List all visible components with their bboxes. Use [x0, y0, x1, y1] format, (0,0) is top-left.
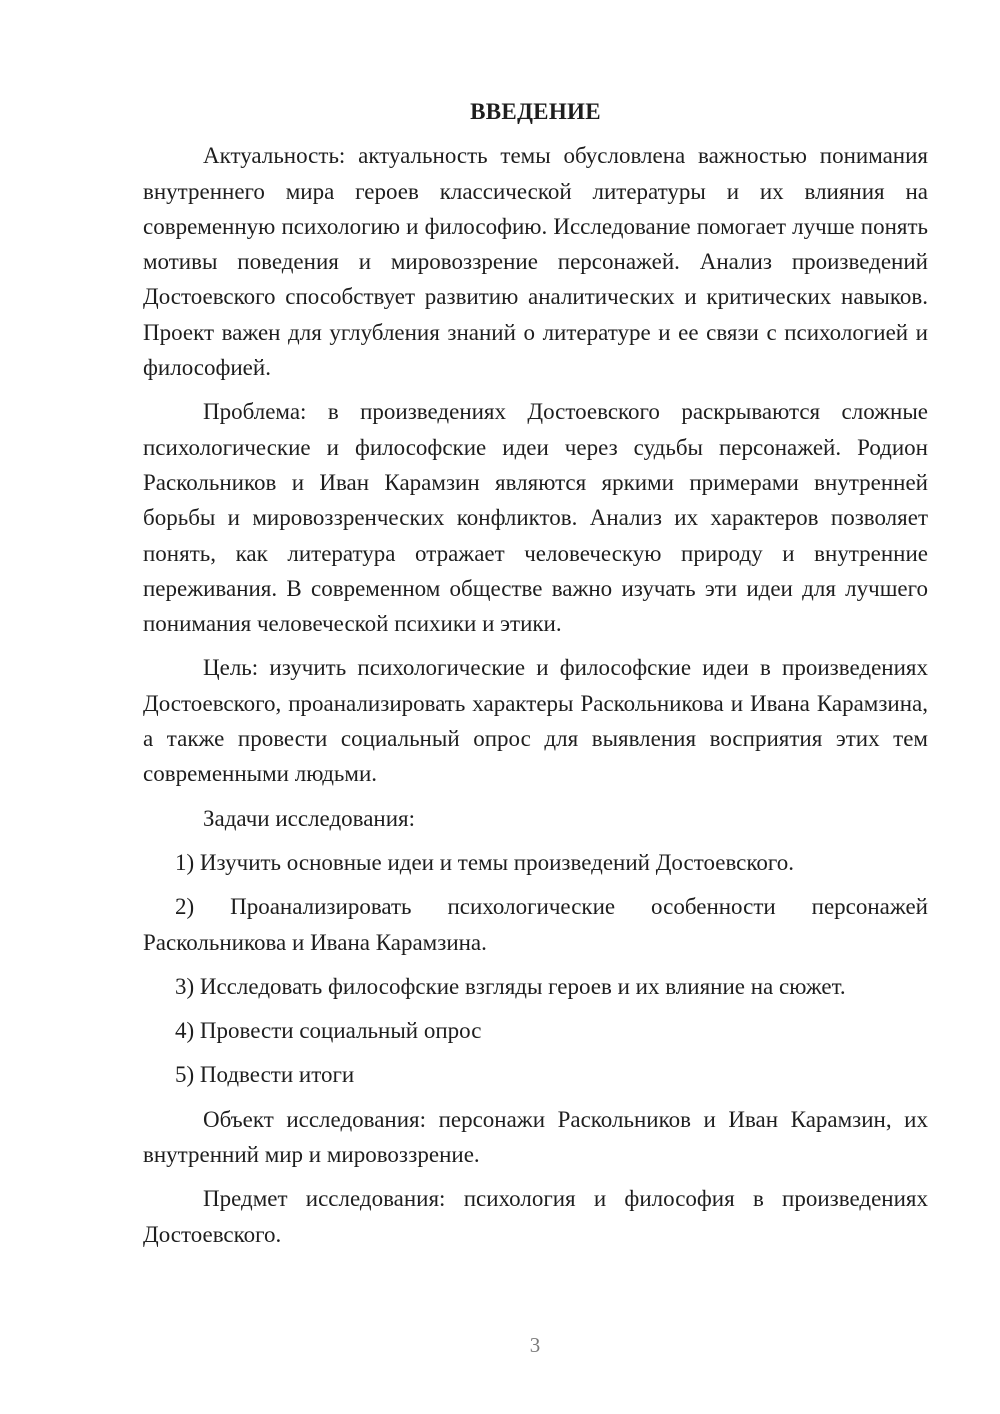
tasks-heading: Задачи исследования:	[203, 805, 416, 831]
task-item-2: 2) Проанализировать психологические особенности персонажей Раскольникова и Ивана Карамзина.	[143, 894, 928, 955]
page-number: 3	[529, 1333, 541, 1357]
task-item-5: 5) Подвести итоги	[175, 1062, 355, 1088]
task-item-3: 3) Исследовать философские взгляды героев и их влияние на сюжет.	[175, 973, 846, 999]
page-title: ВВЕДЕНИЕ	[470, 99, 601, 124]
paragraph-subject: Предмет исследования: психология и философия в произведениях Достоевского.	[143, 1186, 928, 1247]
paragraph-goal: Цель: изучить психологические и философские идеи в произведениях Достоевского, проанализировать характеры Раскольникова и Ивана Карамзина, а также провести социальный опрос для выявления восприятия этих тем современными людьми.	[143, 655, 928, 787]
task-item-1: 1) Изучить основные идеи и темы произведений Достоевского.	[175, 849, 794, 875]
paragraph-object: Объект исследования: персонажи Раскольников и Иван Карамзин, их внутренний мир и мировоззрение.	[143, 1106, 928, 1168]
paragraph-problem: Проблема: в произведениях Достоевского раскрываются сложные психологические и философские идеи через судьбы персонажей. Родион Раскольников и Иван Карамзин являются яркими примерами внутренней борьбы и мировоззренческих конфликтов. Анализ их характеров позволяет понять, как литература отражает человеческую природу и внутренние переживания. В современном обществе важно изучать эти идеи для лучшего понимания человеческой психики и этики.	[143, 399, 928, 637]
document-body	[143, 94, 928, 1261]
task-item-4: 4) Провести социальный опрос	[175, 1018, 482, 1044]
paragraph-relevance: Актуальность: актуальность темы обусловлена важностью понимания внутреннего мира героев классической литературы и их влияния на современную психологию и философию. Исследование помогает лучше понять мотивы поведения и мировоззрение персонажей. Анализ произведений Достоевского способствует развитию аналитических и критических навыков. Проект важен для углубления знаний о литературе и ее связи с психологией и философией.	[143, 143, 928, 381]
